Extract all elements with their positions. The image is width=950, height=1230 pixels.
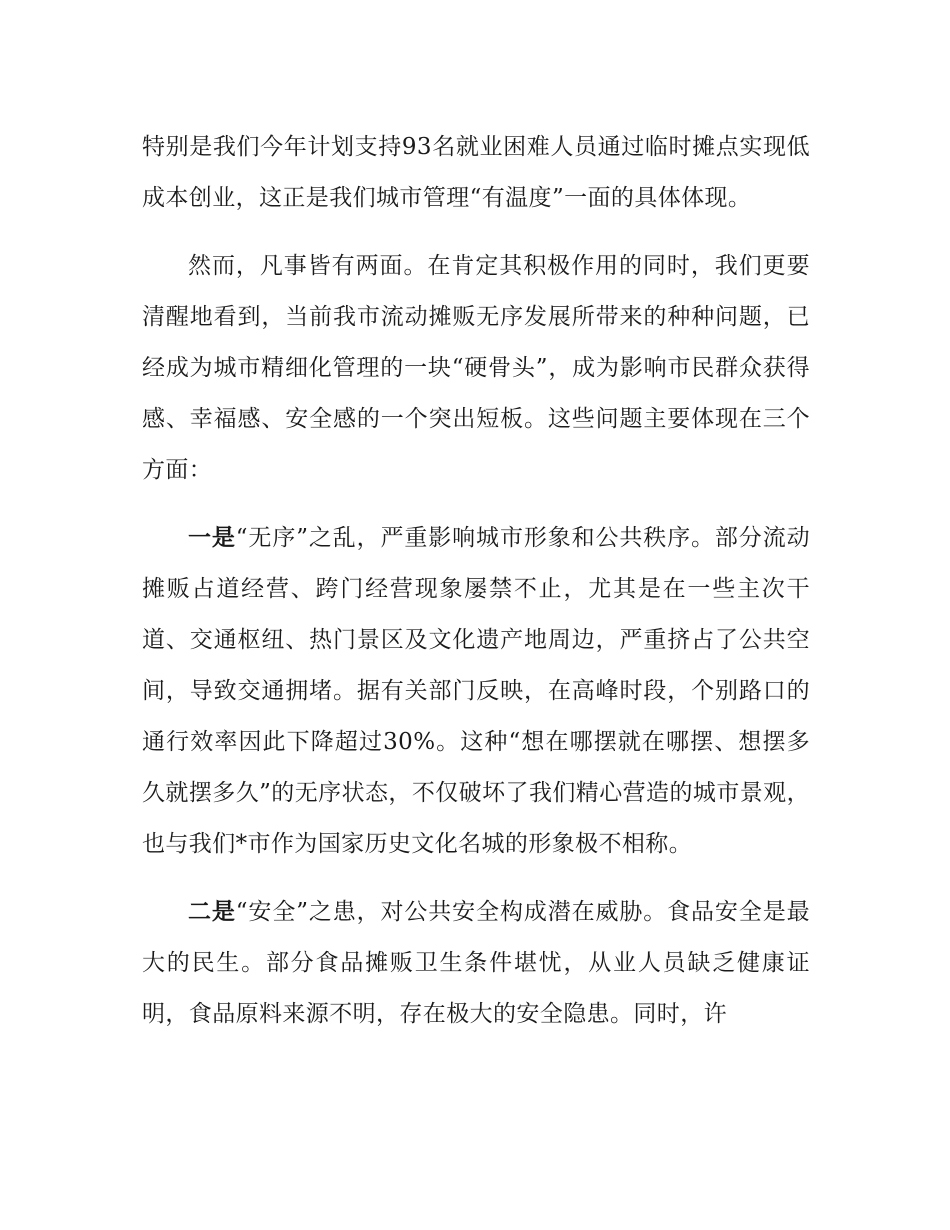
paragraph-text: 特别是我们今年计划支持93名就业困难人员通过临时摊点实现低成本创业，这正是我们城市管理“有温度”一面的具体体现。 [142, 134, 810, 211]
paragraph-lead: 一是 [188, 525, 236, 551]
paragraph-point-one [142, 513, 810, 870]
body-text [142, 122, 810, 1040]
paragraph-text: 然而，凡事皆有两面。在肯定其积极作用的同时，我们更要清醒地看到，当前我市流动摊贩无序发展所带来的种种问题，已经成为城市精细化管理的一块“硬骨头”，成为影响市民群众获得感、幸福感、安全感的一个突出短板。这些问题主要体现在三个方面： [142, 253, 810, 483]
paragraph-intro [142, 241, 810, 496]
paragraph-point-two [142, 887, 810, 1040]
paragraph-lead: 二是 [188, 899, 236, 925]
paragraph-text: “安全”之患，对公共安全构成潜在威胁。食品安全是最大的民生。部分食品摊贩卫生条件堪忧，从业人员缺乏健康证明，食品原料来源不明，存在极大的安全隐患。同时，许 [142, 899, 810, 1027]
paragraph-continuation [142, 122, 810, 224]
paragraph-text: “无序”之乱，严重影响城市形象和公共秩序。部分流动摊贩占道经营、跨门经营现象屡禁不止，尤其是在一些主次干道、交通枢纽、热门景区及文化遗产地周边，严重挤占了公共空间，导致交通拥堵。据有关部门反映，在高峰时段，个别路口的通行效率因此下降超过30%。这种“想在哪摆就在哪摆、想摆多久就摆多久”的无序状态，不仅破坏了我们精心营造的城市景观，也与我们*市作为国家历史文化名城的形象极不相称。 [142, 525, 810, 857]
